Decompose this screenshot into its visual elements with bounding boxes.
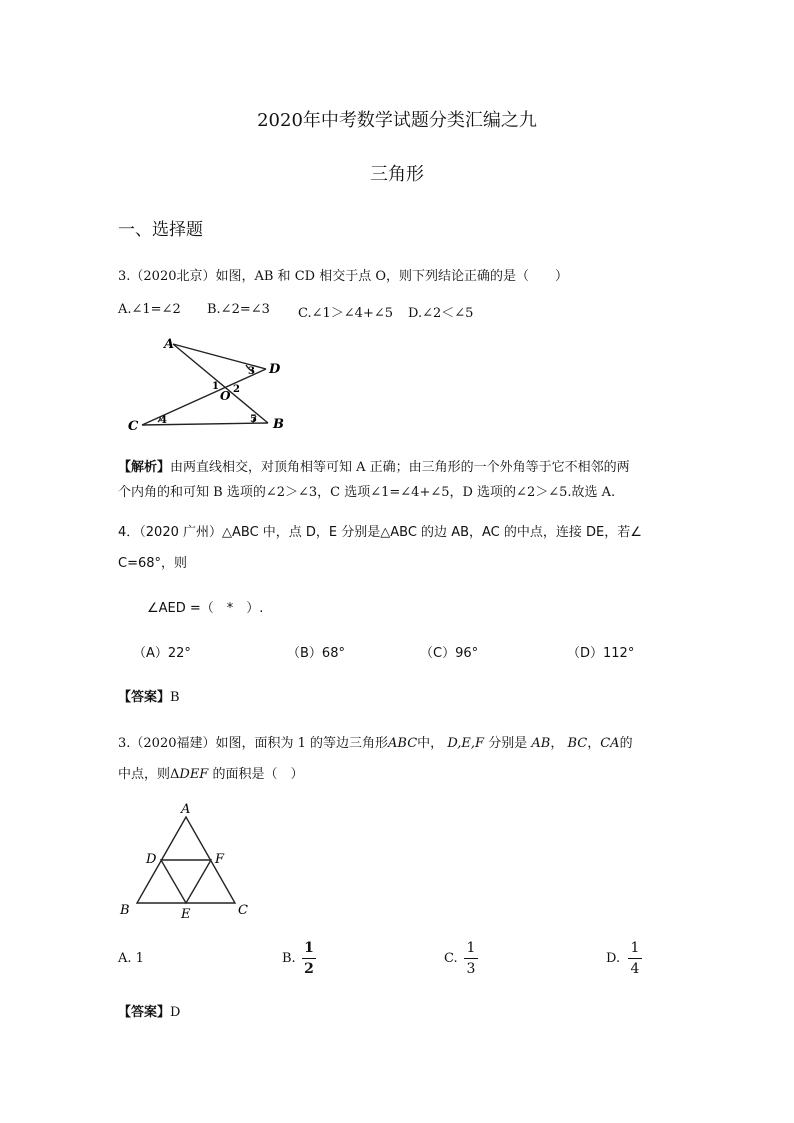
stem-text: 中点，则Δ [118, 767, 180, 782]
stem-text: ， [587, 736, 601, 751]
section-heading: 一、选择题 [118, 220, 203, 240]
angle-label-3: 3 [248, 366, 255, 377]
fraction-bar [628, 958, 642, 959]
stem-text: 3.（2020福建）如图，面积为 1 的等边三角形 [118, 736, 389, 751]
question-1-option-b: B.∠2=∠3 [207, 302, 270, 317]
question-1-figure [118, 332, 293, 437]
question-3-option-d-fraction [628, 940, 642, 977]
question-1-analysis-line-2: 个内角的和可知 B 选项的∠2＞∠3，C 选项∠1=∠4+∠5，D 选项的∠2＞∠5.故选 A. [118, 485, 616, 500]
question-2-option-d: （D）112° [567, 646, 635, 661]
triangle-def [161, 860, 211, 903]
label-d: D [146, 852, 157, 867]
stem-text: 分别是 [488, 736, 528, 751]
question-3-option-c-prefix: C. [444, 951, 458, 966]
question-3-figure [118, 802, 258, 922]
label-b: B [120, 903, 130, 918]
question-3-answer [118, 1001, 180, 1020]
question-3-option-b-fraction [302, 940, 316, 977]
fraction-bar [464, 958, 478, 959]
fraction-numerator: 1 [304, 940, 314, 956]
stem-math-ab: AB [531, 736, 551, 751]
question-2-answer [118, 686, 180, 705]
answer-tag: 【答案】 [118, 690, 171, 705]
stem-text: ， [550, 736, 564, 751]
stem-math-def: D,E,F [447, 736, 485, 751]
angle-label-5: 5 [250, 414, 257, 425]
angle-label-1: 1 [212, 381, 219, 392]
label-a: A [181, 802, 191, 817]
stem-math-bc: BC [567, 736, 588, 751]
fraction-numerator: 1 [630, 940, 640, 956]
angle-label-4: 4 [160, 415, 167, 426]
question-1-analysis-line-1 [118, 456, 630, 475]
analysis-text-1: 由两直线相交，对顶角相等可知 A 正确；由三角形的一个外角等于它不相邻的两 [170, 460, 630, 475]
question-1-option-d: D.∠2＜∠5 [408, 306, 474, 321]
question-1-option-c: C.∠1＞∠4+∠5 [298, 306, 393, 321]
analysis-tag: 【解析】 [118, 460, 171, 475]
label-c: C [128, 419, 139, 434]
question-3-option-c-fraction [464, 940, 478, 977]
question-3-option-a: A. 1 [118, 951, 144, 966]
question-2-option-a: （A）22° [133, 646, 191, 661]
question-1-option-a: A.∠1=∠2 [118, 302, 181, 317]
fraction-numerator: 1 [466, 940, 476, 956]
label-d: D [269, 362, 281, 377]
fraction-denominator: 3 [466, 961, 476, 977]
stem-text: 中， [417, 736, 444, 751]
document-subtitle: 三角形 [370, 164, 424, 185]
stem-math-abc: ABC [388, 736, 418, 751]
label-o: O [220, 389, 231, 403]
label-e: E [181, 907, 191, 922]
answer-value: D [170, 1005, 181, 1020]
question-2-stem-line-1: 4．（2020 广州）△ABC 中，点 D，E 分别是△ABC 的边 AB，AC 的中点，连接 DE，若∠ [118, 525, 642, 540]
question-3-stem-line-2 [118, 763, 303, 782]
fraction-denominator: 2 [304, 961, 314, 977]
question-3-stem-line-1 [118, 732, 633, 751]
label-b: B [273, 417, 284, 432]
question-2-stem-line-2: C=68°，则 [118, 556, 188, 571]
question-2-stem-line-3: ∠AED =（ * ）. [147, 601, 264, 616]
question-2-option-b: （B）68° [287, 646, 345, 661]
label-c: C [238, 903, 248, 918]
segment-ab [173, 344, 268, 423]
label-a: A [164, 337, 175, 352]
question-3-option-d-prefix: D. [606, 951, 621, 966]
question-2-option-c: （C）96° [420, 646, 479, 661]
fraction-bar [302, 958, 316, 959]
label-f: F [215, 852, 225, 867]
stem-text: 的 [619, 736, 633, 751]
answer-value: B [170, 690, 180, 705]
stem-math-def: DEF [179, 767, 209, 782]
document-title: 2020年中考数学试题分类汇编之九 [257, 110, 537, 131]
question-1-stem: 3.（2020北京）如图，AB 和 CD 相交于点 O，则下列结论正确的是（ ） [118, 269, 568, 284]
fraction-denominator: 4 [630, 961, 640, 977]
question-3-option-b-prefix: B. [282, 951, 296, 966]
answer-tag: 【答案】 [118, 1005, 171, 1020]
stem-text: 的面积是（ ） [212, 767, 304, 782]
angle-label-2: 2 [233, 384, 240, 395]
stem-math-ca: CA [600, 736, 620, 751]
